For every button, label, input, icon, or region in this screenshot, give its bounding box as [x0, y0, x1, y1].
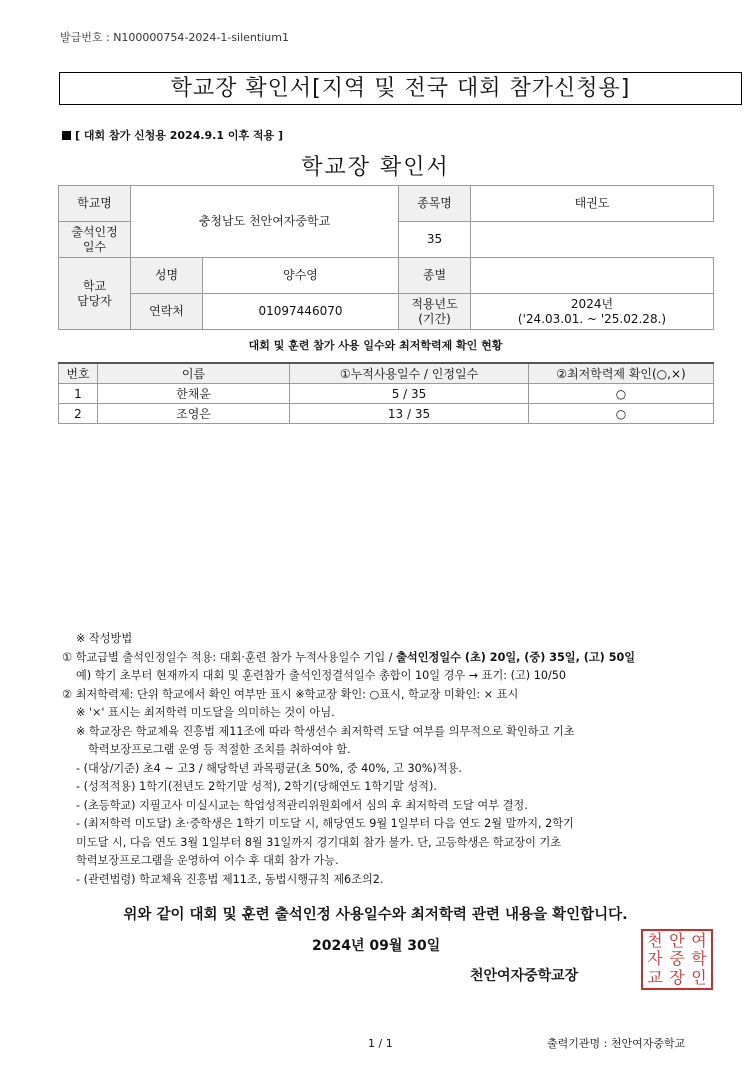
status-header-number: 번호 — [59, 363, 98, 384]
year-value-line1: 2024년 — [570, 296, 614, 311]
note-1a-bold: 출석인정일수 (초) 20일, (중) 35일, (고) 50일 — [396, 650, 636, 664]
note-2: ② 최저학력제: 단위 학교에서 확인 여부만 표시 ※학교장 확인: ○표시, 학교장 미확인: × 표시 — [62, 687, 519, 701]
banner-title: 학교장 확인서[지역 및 전국 대회 참가신청용] — [59, 72, 742, 105]
note-1b: 예) 학기 초부터 현재까지 대회 및 훈련참가 출석인정결석일수 총합이 10일 경우 → 표기: (고) 10/50 — [76, 669, 566, 682]
type-value — [471, 258, 714, 294]
writing-instructions — [62, 630, 732, 889]
notes-heading: ※ 작성방법 — [76, 632, 133, 645]
issue-number: 발급번호 : N100000754-2024-1-silentium1 — [60, 31, 289, 44]
note-1a — [62, 649, 732, 668]
status-table — [58, 362, 714, 424]
note-7: - (초등학교) 지필고사 미실시교는 학업성적관리위원회에서 심의 후 최저학력 도달 여부 결정. — [76, 798, 528, 812]
table-row — [59, 384, 714, 404]
school-name: 충청남도 천안여자중학교 — [131, 186, 399, 258]
note-6: - (성적적용) 1학기(전년도 2학기말 성적), 2학기(당해연도 1학기말 성적). — [76, 780, 437, 793]
manager-label — [59, 258, 131, 330]
manager-label-line1: 학교 — [82, 278, 107, 293]
attendance-value: 35 — [399, 222, 471, 258]
status-header-name: 이름 — [98, 363, 290, 384]
attendance-label — [59, 222, 131, 258]
status-header-check: ②최저학력제 확인(○,×) — [529, 363, 714, 384]
year-value — [471, 294, 714, 330]
note-3: ※ '×' 표시는 최저학력 미도달을 의미하는 것이 아님. — [76, 706, 335, 719]
school-label: 학교명 — [59, 186, 131, 222]
row-number: 1 — [59, 384, 98, 404]
principal-signature: 천안여자중학교장 — [470, 968, 579, 984]
status-header-days: ①누적사용일수 / 인정일수 — [290, 363, 529, 384]
attendance-label-line2: 일수 — [82, 239, 107, 254]
row-check: ○ — [529, 404, 714, 424]
year-label-line2: (기간) — [418, 311, 451, 326]
square-bullet-icon — [62, 131, 71, 140]
confirm-statement: 위와 같이 대회 및 훈련 출석인정 사용일수와 최저학력 관련 내용을 확인합니다. — [123, 907, 628, 923]
attendance-label-line1: 출석인정 — [71, 224, 118, 239]
row-name: 조영은 — [98, 404, 290, 424]
note-1a-text: ① 학교급별 출석인정일수 적용: 대회·훈련 참가 누적사용일수 기입 / — [62, 650, 397, 664]
manager-label-line2: 담당자 — [77, 293, 112, 308]
year-label — [399, 294, 471, 330]
note-8c: 학력보장프로그램을 운영하여 이수 후 대회 참가 가능. — [76, 854, 339, 867]
info-table — [58, 185, 714, 330]
row-number: 2 — [59, 404, 98, 424]
type-label: 종별 — [399, 258, 471, 294]
name-label: 성명 — [131, 258, 203, 294]
name-value: 양수영 — [203, 258, 399, 294]
sport-label: 종목명 — [399, 186, 471, 222]
row-check: ○ — [529, 384, 714, 404]
page-number: 1 / 1 — [368, 1037, 393, 1050]
status-title: 대회 및 훈련 참가 사용 일수와 최저학력제 확인 현황 — [248, 339, 503, 352]
year-label-line1: 적용년도 — [411, 296, 458, 311]
row-days: 13 / 35 — [290, 404, 529, 424]
note-8b: 미도달 시, 다음 연도 3월 1일부터 8월 31일까지 경기대회 참가 불가. 단, 고등학생은 학교장이 기초 — [76, 835, 562, 849]
apply-note — [62, 127, 283, 143]
contact-value: 01097446070 — [203, 294, 399, 330]
row-days: 5 / 35 — [290, 384, 529, 404]
issue-date: 2024년 09월 30일 — [312, 938, 441, 954]
note-8a: - (최저학력 미도달) 초·중학생은 1학기 미도달 시, 해당연도 9월 1일부터 다음 연도 2월 말까지, 2학기 — [76, 817, 574, 830]
note-9: - (관련법령) 학교체육 진흥법 제11조, 동법시행규칙 제6조의2. — [76, 872, 384, 886]
table-row — [59, 404, 714, 424]
sport-value: 태권도 — [471, 186, 714, 222]
issuer: 출력기관명 : 천안여자중학교 — [547, 1037, 686, 1050]
apply-note-text: [ 대회 참가 신청용 2024.9.1 이후 적용 ] — [75, 129, 284, 142]
note-4a: ※ 학교장은 학교체육 진흥법 제11조에 따라 학생선수 최저학력 도달 여부를 의무적으로 확인하고 기초 — [76, 724, 575, 738]
note-5: - (대상/기준) 초4 ~ 고3 / 해당학년 과목평균(초 50%, 중 40%, 고 30%)적용. — [76, 761, 462, 775]
official-seal-icon: 천 안 여 자 중 학 교 장 인 — [641, 929, 713, 990]
contact-label: 연락처 — [131, 294, 203, 330]
note-4b: 학력보장프로그램 운영 등 적절한 조치를 취하여야 함. — [88, 743, 351, 756]
document-title: 학교장 확인서 — [301, 155, 450, 180]
year-value-line2: ('24.03.01. ~ '25.02.28.) — [517, 311, 667, 326]
row-name: 한채윤 — [98, 384, 290, 404]
